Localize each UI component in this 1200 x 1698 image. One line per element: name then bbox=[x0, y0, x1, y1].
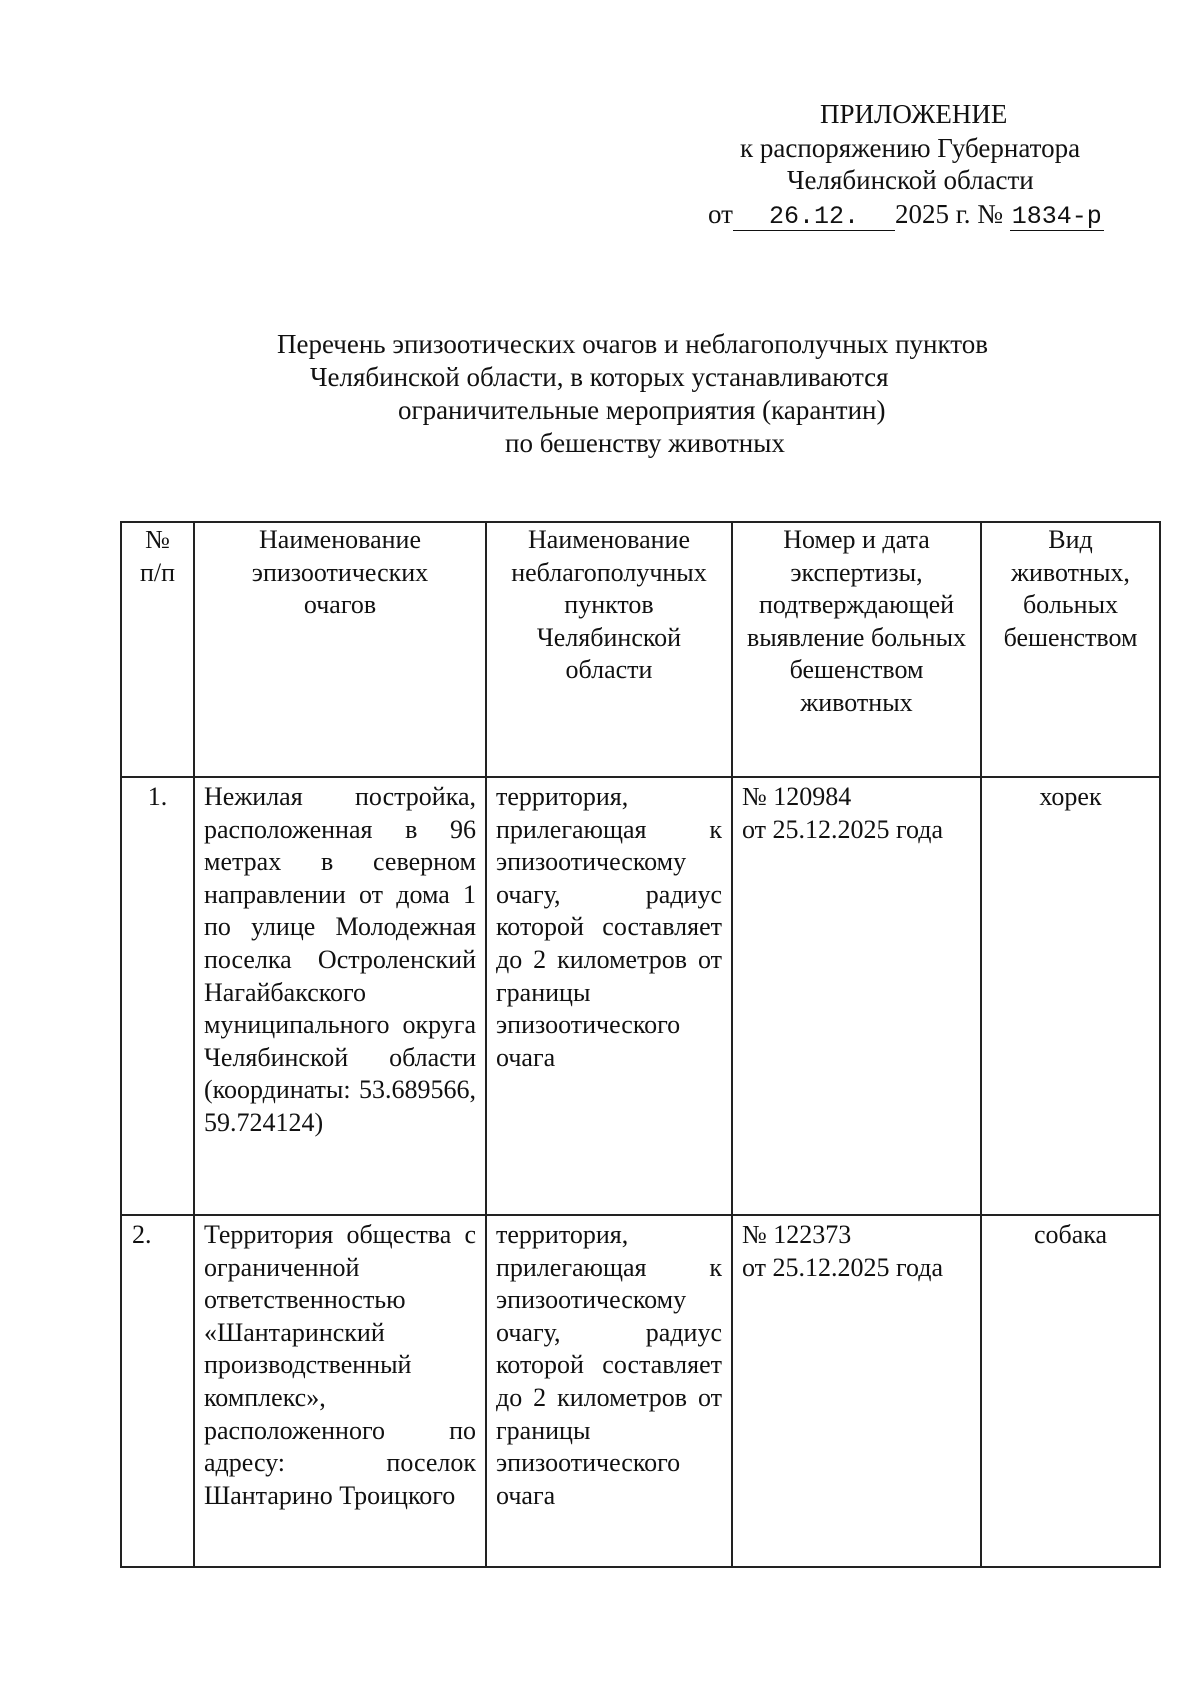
appendix-order-line: к распоряжению Губернатора bbox=[740, 133, 1081, 163]
row-focus: Нежилая постройка, расположенная в 96 метрах в северном направлении от дома 1 по улице Молодежная поселка Остроленский Нагайбакского муниципального округа Челябинской области (координаты: 53.689566, 59.724124) bbox=[194, 777, 486, 1215]
row-number: 2. bbox=[121, 1215, 194, 1567]
expertise-date: от 25.12.2025 года bbox=[742, 814, 944, 844]
header-animal-type: Вид животных, больных бешенством bbox=[981, 522, 1160, 777]
header-expertise: Номер и дата экспертизы, подтверждающей выявление больных бешенством животных bbox=[732, 522, 981, 777]
expertise-date: от 25.12.2025 года bbox=[742, 1252, 944, 1282]
appendix-date-line bbox=[708, 198, 1104, 231]
expertise-number: № 120984 bbox=[742, 782, 852, 811]
row-number: 1. bbox=[121, 777, 194, 1215]
expertise-number: № 122373 bbox=[742, 1220, 852, 1249]
table-header-row bbox=[121, 522, 1160, 777]
appendix-number: 1834-р bbox=[1011, 202, 1102, 231]
table-row bbox=[121, 777, 1160, 1215]
row-animal: собака bbox=[981, 1215, 1160, 1567]
header-number: № п/п bbox=[121, 522, 194, 777]
appendix-region-line: Челябинской области bbox=[787, 165, 1034, 195]
table-row bbox=[121, 1215, 1160, 1567]
document-title-line: ограничительные мероприятия (карантин) bbox=[398, 395, 886, 425]
row-animal: хорек bbox=[981, 777, 1160, 1215]
row-area: территория, прилегающая к эпизоотическому очагу, радиус которой составляет до 2 километров от границы эпизоотического очага bbox=[486, 777, 732, 1215]
document-title-line: по бешенству животных bbox=[505, 428, 785, 458]
appendix-title: ПРИЛОЖЕНИЕ bbox=[820, 99, 1008, 129]
document-title-line: Перечень эпизоотических очагов и неблагополучных пунктов bbox=[277, 329, 988, 359]
header-focus-name: Наименование эпизоотических очагов bbox=[194, 522, 486, 777]
document-title-line: Челябинской области, в которых устанавливаются bbox=[310, 362, 889, 392]
header-area-name: Наименование неблагополучных пунктов Челябинской области bbox=[486, 522, 732, 777]
appendix-from-prefix: от bbox=[708, 199, 733, 229]
row-area: территория, прилегающая к эпизоотическому очагу, радиус которой составляет до 2 километров от границы эпизоотического очага bbox=[486, 1215, 732, 1567]
appendix-year: 2025 г. № bbox=[894, 199, 1003, 229]
quarantine-table bbox=[120, 521, 1161, 1568]
row-focus: Территория общества с ограниченной ответственностью «Шантаринский производственный комплекс», расположенного по адресу: поселок Шантарино Троицкого bbox=[194, 1215, 486, 1567]
row-expertise bbox=[732, 1215, 981, 1567]
row-expertise bbox=[732, 777, 981, 1215]
appendix-date: 26.12. bbox=[733, 204, 895, 231]
